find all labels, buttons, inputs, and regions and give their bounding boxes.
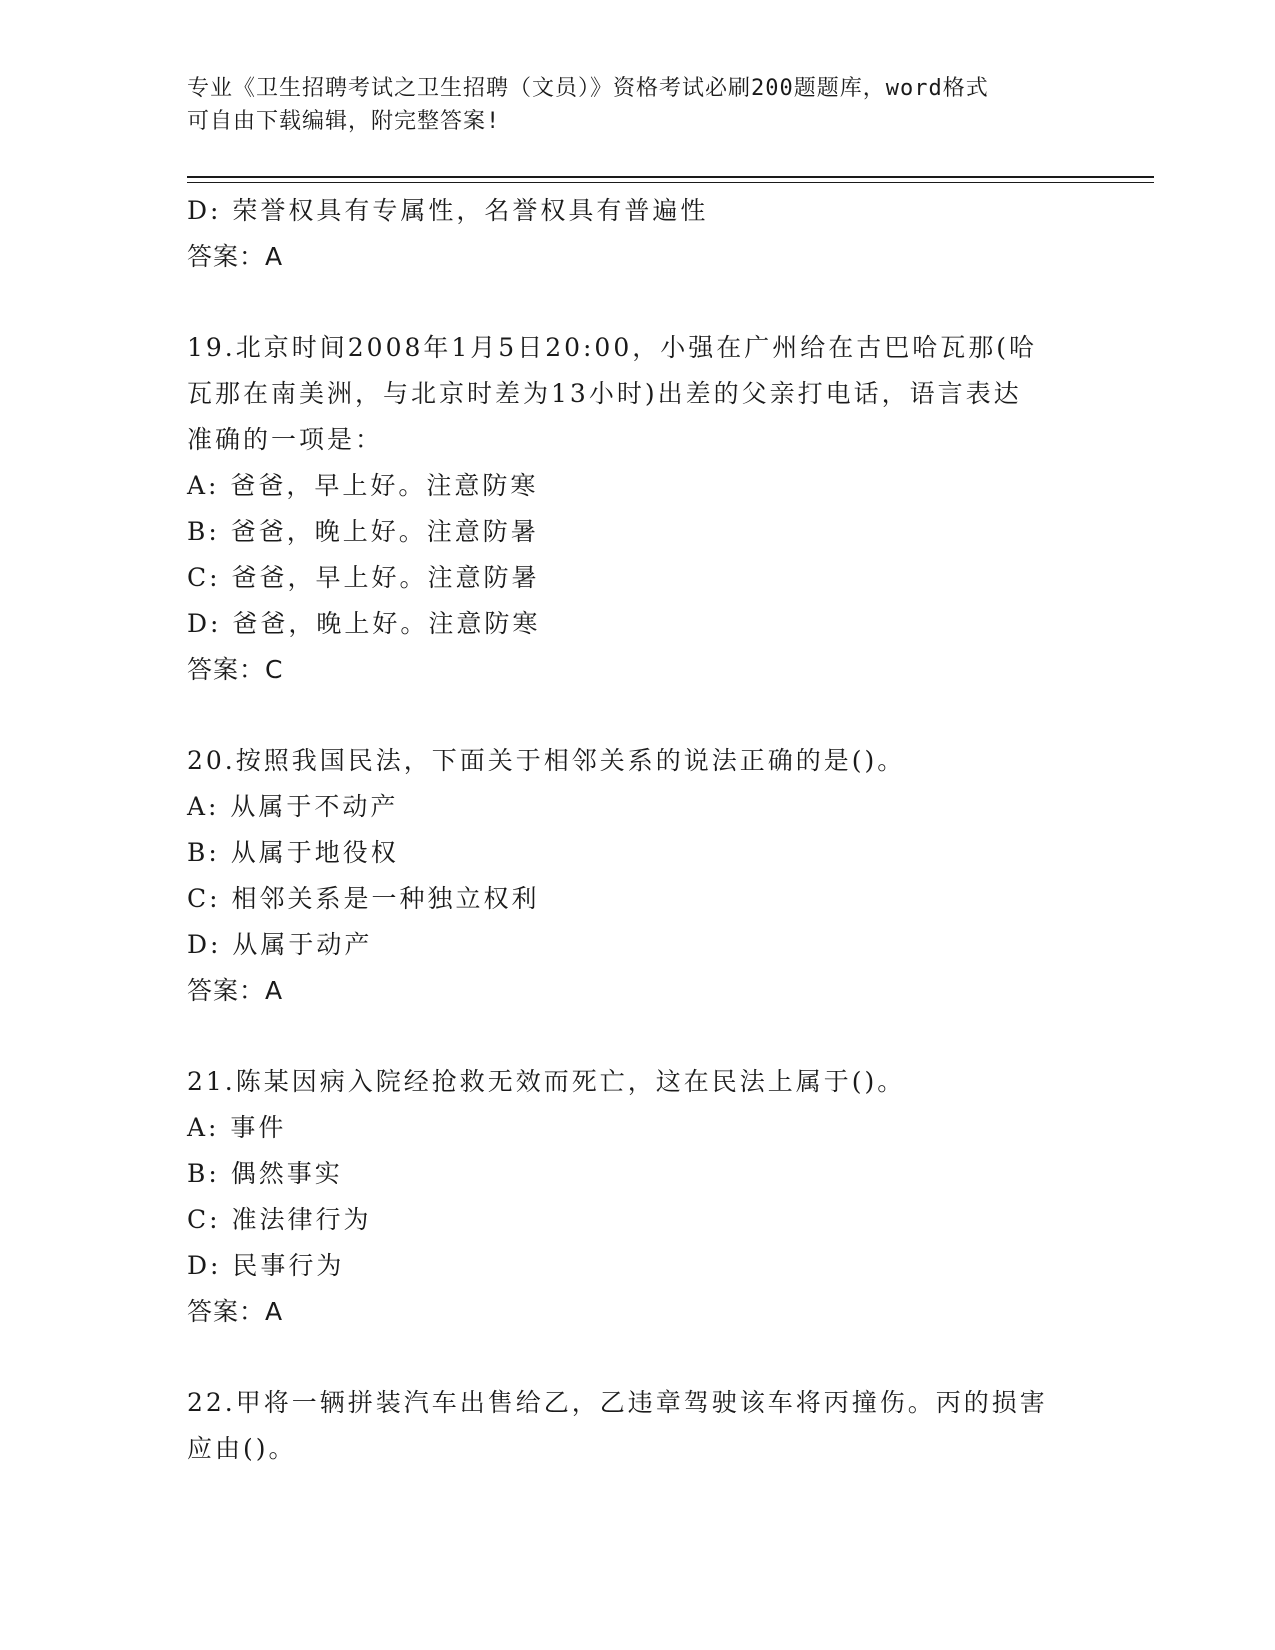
question-22 <box>187 1380 1087 1472</box>
question-21-option-a: A: 事件 <box>187 1113 287 1142</box>
prev-option-d: D: 荣誉权具有专属性，名誉权具有普遍性 <box>187 196 709 225</box>
spacer <box>187 1014 1087 1059</box>
question-content <box>187 188 1087 1472</box>
question-19-line-2: 瓦那在南美洲，与北京时差为13小时)出差的父亲打电话，语言表达 <box>187 379 1022 408</box>
question-20-line-1: 20.按照我国民法，下面关于相邻关系的说法正确的是()。 <box>187 746 906 775</box>
question-19-option-b: B: 爸爸，晚上好。注意防暑 <box>187 517 539 546</box>
header-line-1: 专业《卫生招聘考试之卫生招聘（文员）》资格考试必刷200题题库，word格式 <box>187 76 989 101</box>
question-20 <box>187 738 1087 1014</box>
question-21-answer: 答案：A <box>187 1297 284 1326</box>
question-21-option-c: C: 准法律行为 <box>187 1205 372 1234</box>
question-19-line-1: 19.北京时间2008年1月5日20:00，小强在广州给在古巴哈瓦那(哈 <box>187 333 1037 362</box>
question-20-option-b: B: 从属于地役权 <box>187 838 399 867</box>
prev-answer: 答案：A <box>187 242 284 271</box>
question-21-option-b: B: 偶然事实 <box>187 1159 343 1188</box>
header-line-2: 可自由下载编辑，附完整答案! <box>187 109 501 134</box>
spacer <box>187 693 1087 738</box>
spacer <box>187 280 1087 325</box>
spacer <box>187 1335 1087 1380</box>
question-22-line-1: 22.甲将一辆拼装汽车出售给乙，乙违章驾驶该车将丙撞伤。丙的损害 <box>187 1388 1048 1417</box>
question-19-option-d: D: 爸爸，晚上好。注意防寒 <box>187 609 541 638</box>
page-header <box>187 72 1087 138</box>
question-20-option-c: C: 相邻关系是一种独立权利 <box>187 884 540 913</box>
question-19-line-3: 准确的一项是： <box>187 425 384 454</box>
question-19-option-c: C: 爸爸，早上好。注意防暑 <box>187 563 540 592</box>
header-divider-thin <box>187 182 1154 183</box>
question-21 <box>187 1059 1087 1335</box>
question-22-line-2: 应由()。 <box>187 1434 297 1463</box>
question-20-answer: 答案：A <box>187 976 284 1005</box>
question-19-answer: 答案：C <box>187 655 284 684</box>
question-21-line-1: 21.陈某因病入院经抢救无效而死亡，这在民法上属于()。 <box>187 1067 906 1096</box>
question-20-option-d: D: 从属于动产 <box>187 930 373 959</box>
question-19-option-a: A: 爸爸，早上好。注意防寒 <box>187 471 539 500</box>
question-19 <box>187 325 1087 693</box>
question-21-option-d: D: 民事行为 <box>187 1251 345 1280</box>
question-20-option-a: A: 从属于不动产 <box>187 792 399 821</box>
header-divider-thick <box>187 176 1154 178</box>
